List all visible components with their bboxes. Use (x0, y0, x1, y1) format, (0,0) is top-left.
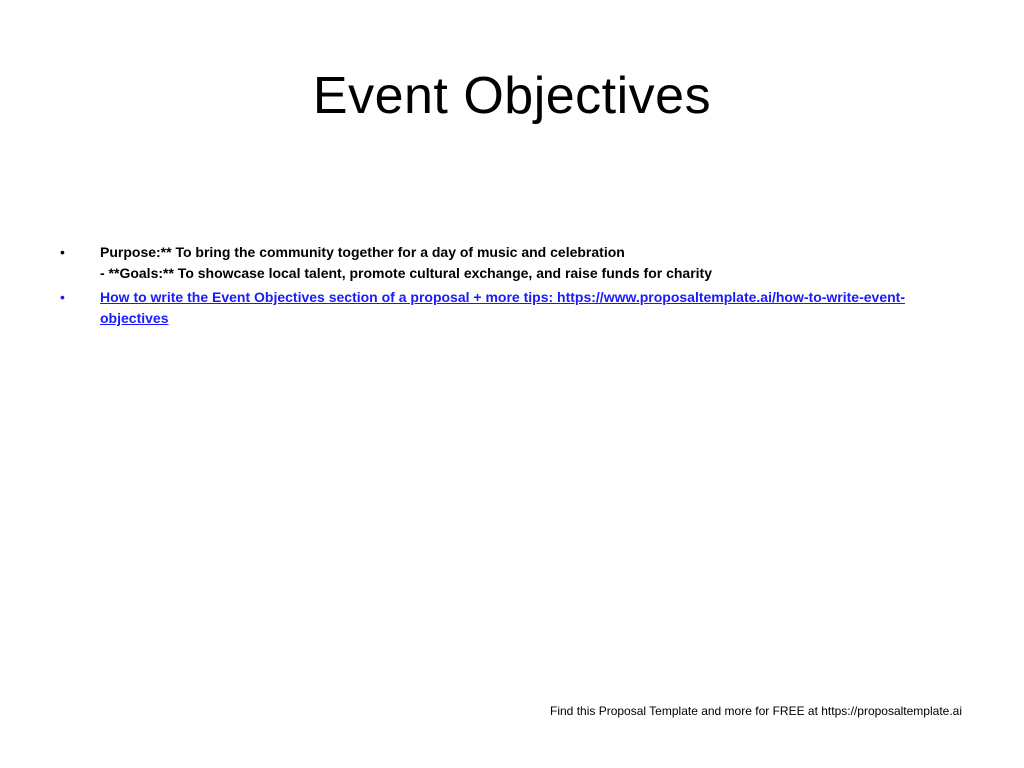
bullet-item-link (56, 287, 956, 329)
bullet-dot-icon: • (60, 289, 65, 305)
purpose-line: Purpose:** To bring the community together for a day of music and celebration (100, 244, 625, 260)
goals-line: - **Goals:** To showcase local talent, promote cultural exchange, and raise funds for charity (100, 265, 713, 281)
bullet-list (56, 242, 956, 332)
bullet-item-objectives (56, 242, 956, 284)
slide-title: Event Objectives (312, 67, 712, 125)
footer-note: Find this Proposal Template and more for FREE at https://proposaltemplate.ai (550, 704, 962, 718)
bullet-dot-icon: • (60, 244, 65, 260)
tips-link[interactable]: How to write the Event Objectives section of a proposal + more tips: https://www.proposaltemplate.ai/how-to-write-event-objectives (100, 289, 905, 326)
